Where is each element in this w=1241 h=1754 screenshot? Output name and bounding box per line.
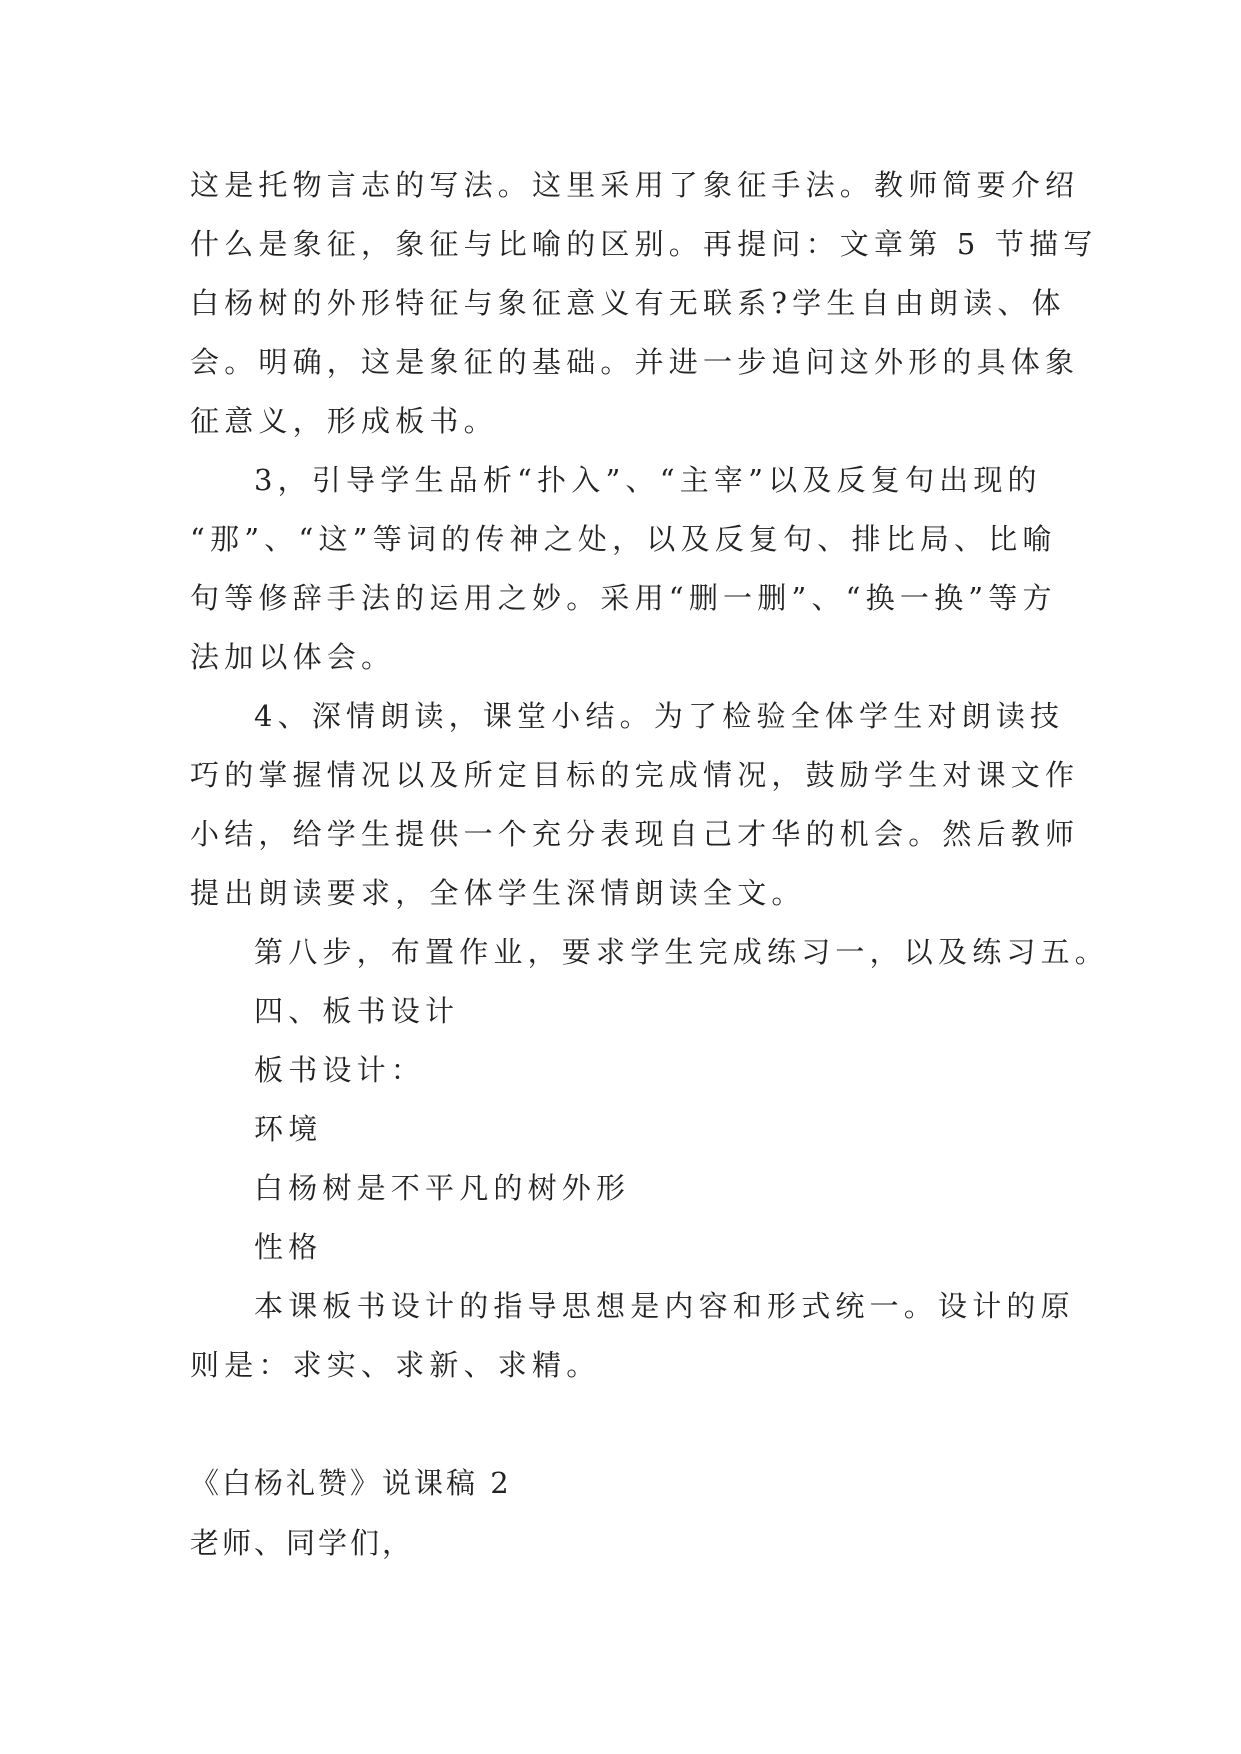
board-item-character: 性格 (254, 1230, 323, 1264)
paragraph-2-line-4: 法加以体会。 (190, 640, 396, 674)
paragraph-2-line-1: 3，引导学生品析“扑入”、“主宰”以及反复句出现的 (254, 463, 1042, 497)
greeting-line: 老师、同学们， (190, 1526, 415, 1560)
board-design-label: 板书设计： (254, 1053, 426, 1087)
paragraph-1-line-1: 这是托物言志的写法。这里采用了象征手法。教师简要介绍 (190, 168, 1080, 202)
paragraph-2-line-2: “那”、“这”等词的传神之处，以及反复句、排比局、比喻 (190, 522, 1057, 556)
board-item-environment: 环境 (254, 1112, 323, 1146)
board-item-appearance: 白杨树是不平凡的树外形 (254, 1171, 631, 1205)
paragraph-summary-line-2: 则是：求实、求新、求精。 (190, 1348, 601, 1382)
homework-paragraph: 第八步，布置作业，要求学生完成练习一，以及练习五。 (254, 935, 1110, 969)
section-title: 《白杨礼赞》说课稿 2 (190, 1466, 512, 1500)
section-heading-board-design: 四、板书设计 (254, 994, 460, 1028)
paragraph-summary-line-1: 本课板书设计的指导思想是内容和形式统一。设计的原 (254, 1289, 1075, 1323)
paragraph-1-line-4: 会。明确，这是象征的基础。并进一步追问这外形的具体象 (190, 345, 1080, 379)
paragraph-1-line-5: 征意义，形成板书。 (190, 404, 498, 438)
paragraph-1-line-3: 白杨树的外形特征与象征意义有无联系?学生自由朗读、体 (190, 286, 1066, 320)
paragraph-3-line-1: 4、深情朗读，课堂小结。为了检验全体学生对朗读技 (254, 699, 1065, 733)
paragraph-3-line-4: 提出朗读要求，全体学生深情朗读全文。 (190, 876, 806, 910)
paragraph-2-line-3: 句等修辞手法的运用之妙。采用“删一删”、“换一换”等方 (190, 581, 1057, 615)
paragraph-3-line-2: 巧的掌握情况以及所定目标的完成情况，鼓励学生对课文作 (190, 758, 1080, 792)
paragraph-3-line-3: 小结，给学生提供一个充分表现自己才华的机会。然后教师 (190, 817, 1080, 851)
paragraph-1-line-2: 什么是象征，象征与比喻的区别。再提问：文章第 5 节描写 (190, 227, 1098, 261)
